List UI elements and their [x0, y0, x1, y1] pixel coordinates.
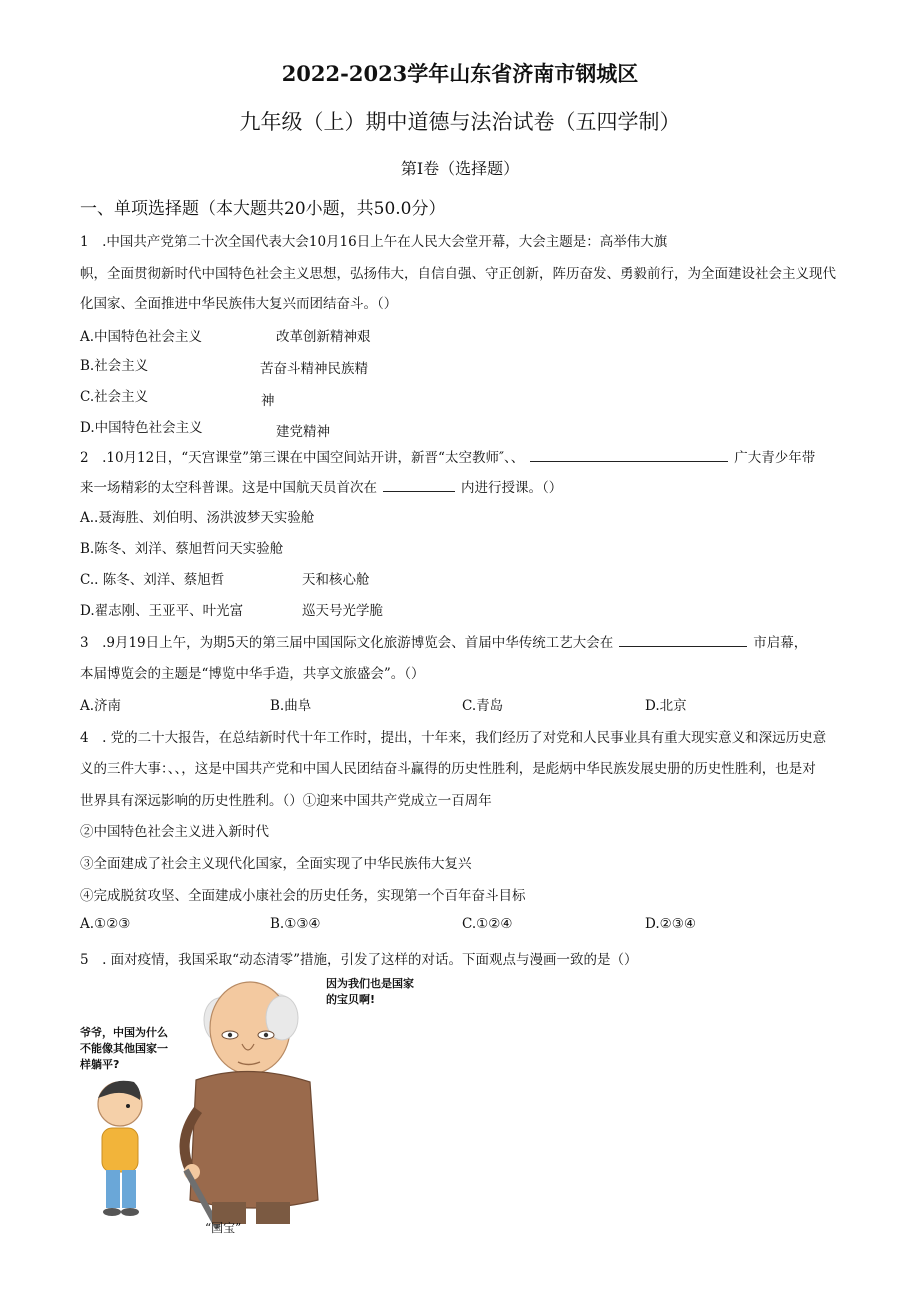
q4-item-4: ④完成脱贫攻坚、全面建成小康社会的历史任务，实现第一个百年奋斗目标: [80, 888, 526, 904]
q1-option-a: A.中国特色社会主义: [80, 329, 203, 345]
child-speech-line3: 样躺平?: [80, 1058, 120, 1071]
q3-blank-city: [619, 634, 747, 647]
q3-stem-line1: [80, 631, 807, 651]
q2-stem-line2-part1: 来一场精彩的太空科普课。这是中国航天员首次在: [80, 480, 377, 496]
q2-stem-line2-part2: 内进行授课。（）: [461, 480, 563, 496]
child-speech-line2: 不能像其他国家一: [80, 1042, 168, 1055]
q3-option-b: B.曲阜: [270, 698, 312, 714]
volume-label: 第I卷（选择题）: [400, 159, 520, 178]
q2-option-a: A..聂海胜、刘伯明、汤洪波梦天实验舱: [80, 510, 315, 526]
q4-stem-line3: 世界具有深远影响的历史性胜利。（）①迎来中国共产党成立一百周年: [80, 793, 492, 809]
q1-side-text-3: 神: [261, 393, 275, 409]
elder-speech-bubble: [326, 976, 414, 1008]
q3-option-c: C.青岛: [462, 698, 504, 714]
elder-figure: [184, 982, 318, 1228]
cartoon-illustration: [78, 970, 348, 1232]
q2-blank-module: [383, 479, 455, 492]
elder-speech-text-2: 的宝贝啊!: [326, 993, 376, 1006]
q2-option-b: B.陈冬、刘洋、蔡旭哲问天实验舱: [80, 541, 284, 557]
q4-option-d: D.②③④: [645, 916, 696, 932]
q1-stem-line2: 帜，全面贯彻新时代中国特色社会主义思想，弘扬伟大，自信自强、守正创新，阵历奋发、勇毅前行，为全面建设社会主义现代: [80, 266, 836, 282]
elder-speech-text-1: 因为我们也是国家: [326, 977, 414, 990]
q2-stem-line1: [80, 446, 815, 466]
q5-stem-line1: 5 . 面对疫情，我国采取“动态清零”措施，引发了这样的对话。下面观点与漫画一致的是（）: [80, 952, 638, 968]
q1-option-b: B.社会主义: [80, 358, 149, 374]
q3-stem-line1-part2: 市启幕，: [753, 635, 808, 651]
q2-option-d-module: 巡天号光学脆: [302, 603, 383, 619]
section-heading: 一、单项选择题（本大题共20小题，共50.0分）: [80, 199, 446, 219]
q1-option-c: C.社会主义: [80, 389, 149, 405]
q1-stem-line3: 化国家、全面推进中华民族伟大复兴而团结奋斗。（）: [80, 296, 398, 312]
q1-option-d: D.中国特色社会主义: [80, 420, 203, 436]
q3-option-d: D.北京: [645, 698, 687, 714]
q1-side-text-4: 建党精神: [276, 424, 330, 440]
q4-stem-line1: 4 . 党的二十大报告，在总结新时代十年工作时，提出，十年来，我们经历了对党和人民事业具有重大现实意义和深远历史意: [80, 730, 827, 746]
q4-item-3: ③全面建成了社会主义现代化国家，全面实现了中华民族伟大复兴: [80, 856, 472, 872]
child-figure: [98, 1081, 142, 1216]
q3-stem-line1-part1: 3 .9月19日上午，为期5天的第三届中国国际文化旅游博览会、首届中华传统工艺大会在: [80, 635, 614, 651]
q2-stem-line1-part2: 广大青少年带: [734, 450, 816, 466]
q3-option-a: A.济南: [80, 698, 122, 714]
q1-side-text-2: 苦奋斗精神民族精: [260, 361, 368, 377]
q4-option-b: B.①③④: [270, 916, 321, 932]
q2-stem-line2: [80, 476, 562, 496]
exam-title-line2: 九年级（上）期中道德与法治试卷（五四学制）: [239, 110, 681, 134]
exam-title-line1: 2022-2023学年山东省济南市钢城区: [281, 61, 639, 86]
q4-stem-line2: 义的三件大事：、、，这是中国共产党和中国人民团结奋斗赢得的历史性胜利，是彪炳中华民族发展史册的历史性胜利，也是对: [80, 761, 816, 777]
child-speech-line1: 爷爷，中国为什么: [80, 1026, 168, 1039]
q4-option-c: C.①②④: [462, 916, 513, 932]
q2-blank-teachers: [530, 449, 728, 462]
q1-stem-line1: 1 .中国共产党第二十次全国代表大会10月16日上午在人民大会堂开幕，大会主题是：高举伟大旗: [80, 234, 668, 250]
q1-side-text-1: 改革创新精神艰: [276, 329, 371, 345]
cartoon-caption: “国宝”: [205, 1221, 242, 1235]
q2-stem-line1-part1: 2 .10月12日，“天宫课堂”第三课在中国空间站开讲，新晋“太空教师″、、: [80, 450, 525, 466]
q4-item-2: ②中国特色社会主义进入新时代: [80, 824, 269, 840]
q4-option-a: A.①②③: [80, 916, 131, 932]
q2-option-c-module: 天和核心舱: [302, 572, 370, 588]
q2-option-d: D.翟志刚、王亚平、叶光富: [80, 603, 244, 619]
q3-stem-line2: 本届博览会的主题是“博览中华手造，共享文旅盛会”。（）: [80, 666, 425, 682]
q2-option-c: C.. 陈冬、刘洋、蔡旭哲: [80, 572, 225, 588]
